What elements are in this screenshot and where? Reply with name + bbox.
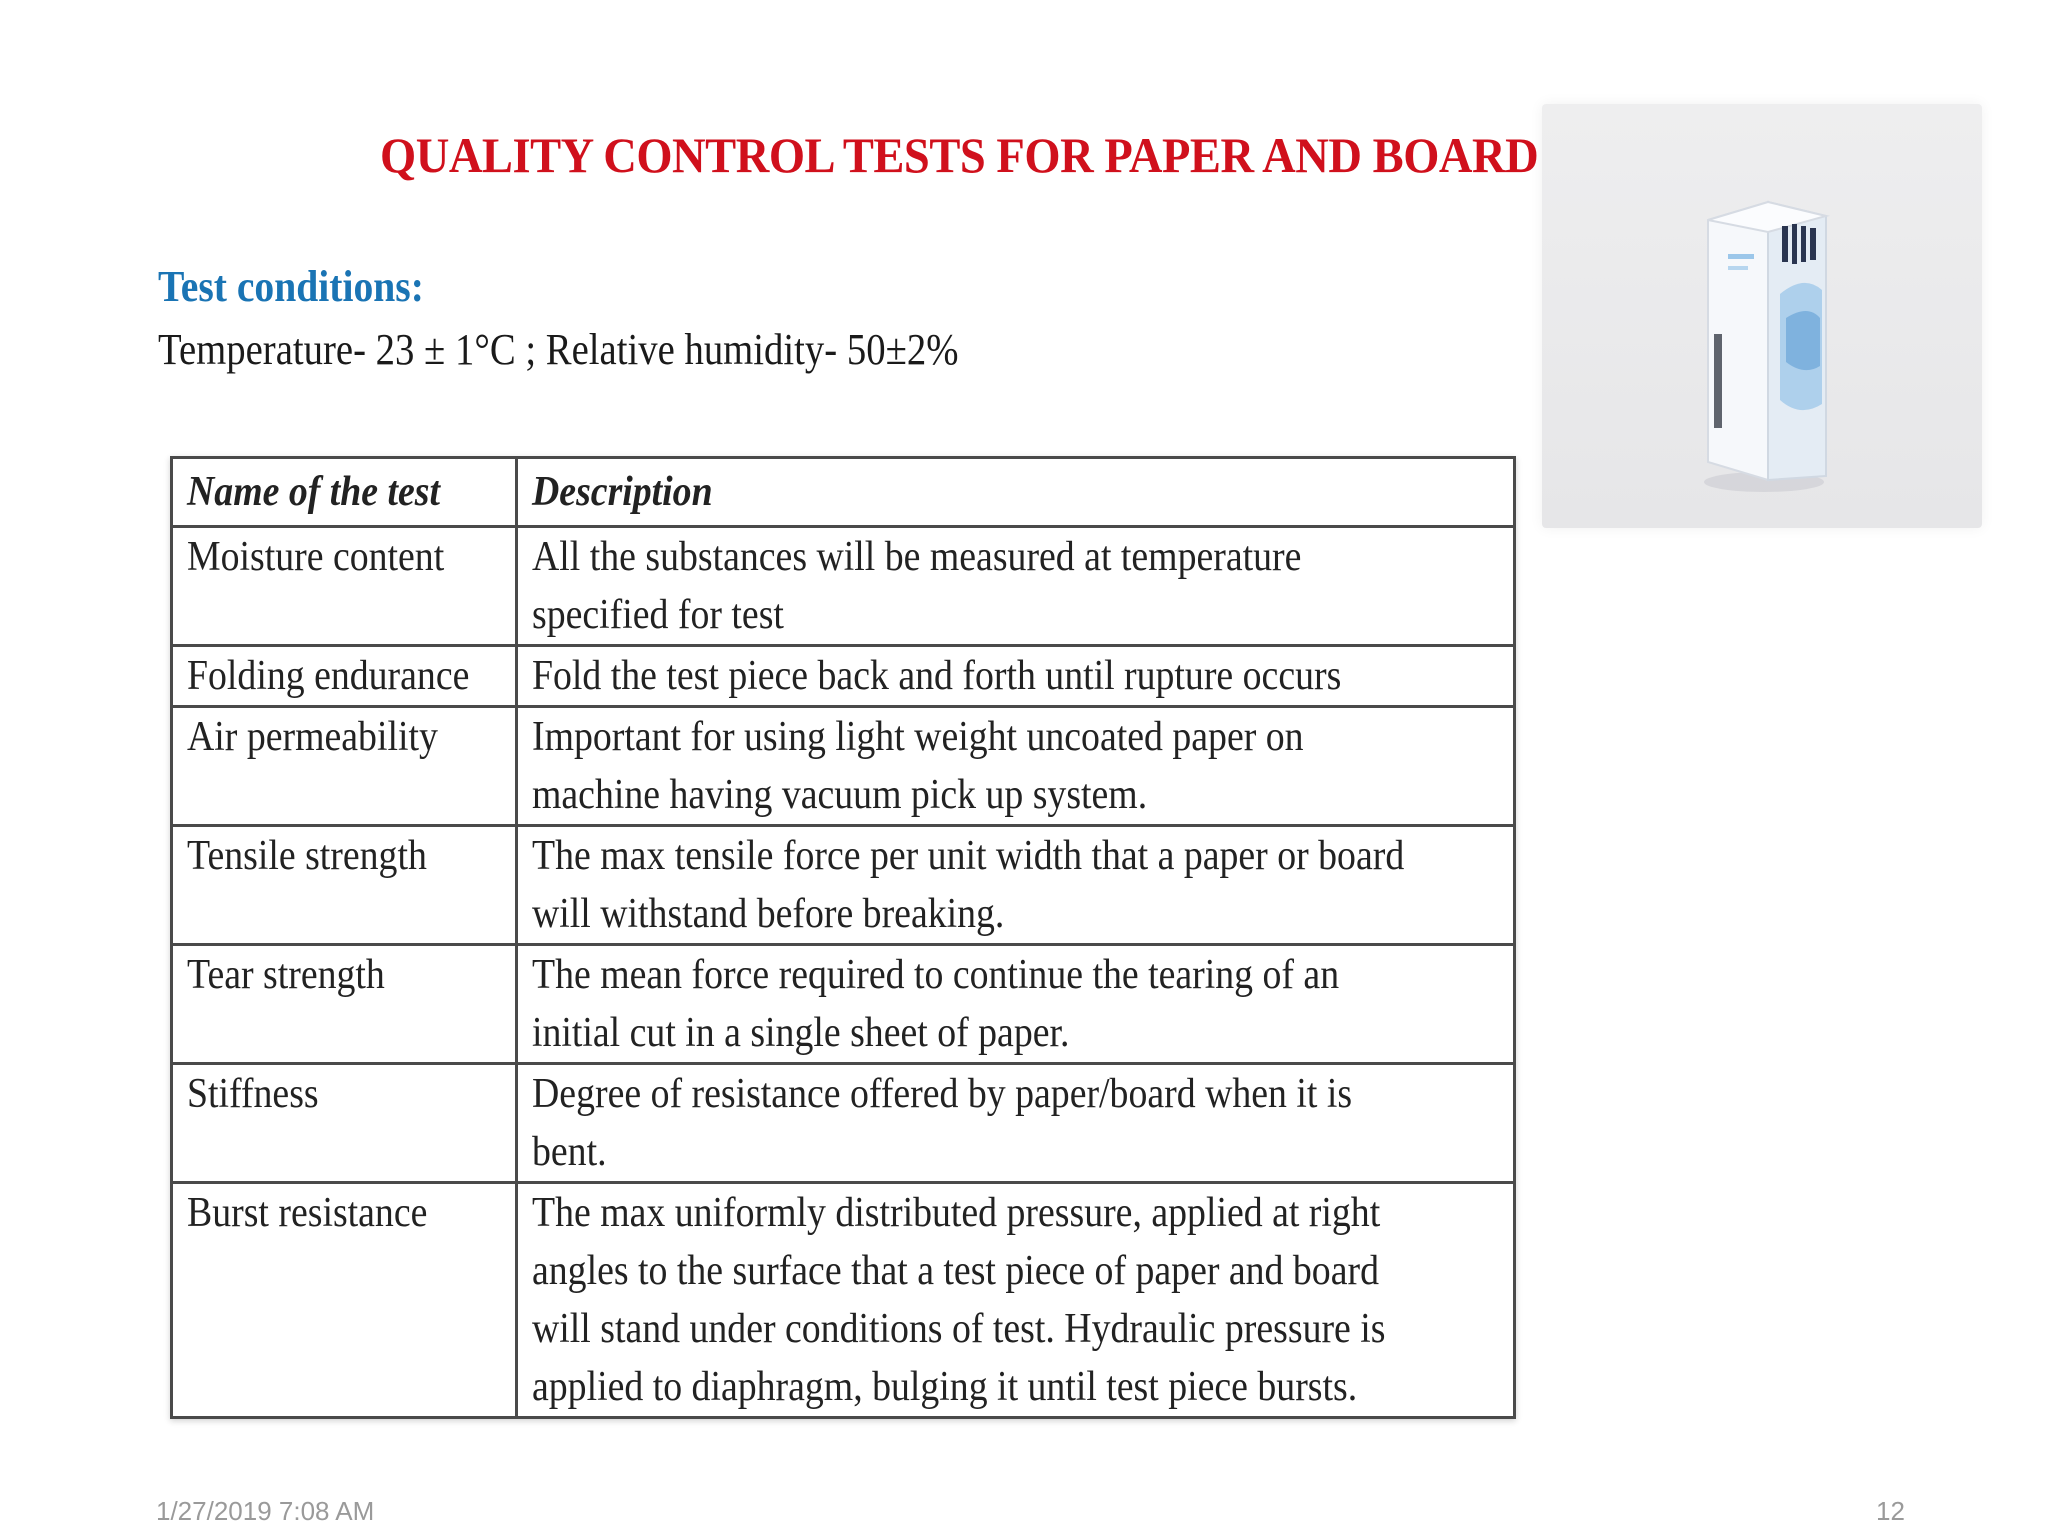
table-row xyxy=(172,1064,1515,1183)
test-conditions-heading: Test conditions: xyxy=(158,262,424,311)
test-name-cell: Tensile strength xyxy=(172,826,517,945)
slide-number: 12 xyxy=(1876,1496,1905,1526)
test-name-cell: Air permeability xyxy=(172,707,517,826)
test-description-cell: Fold the test piece back and forth until rupture occurs xyxy=(516,646,1514,707)
test-description-cell: The max tensile force per unit width that a paper or board will withstand before breaking. xyxy=(516,826,1514,945)
product-box-icon xyxy=(1542,104,1982,528)
test-name-cell: Burst resistance xyxy=(172,1183,517,1418)
quality-tests-table xyxy=(170,456,1516,1419)
test-description-cell: Important for using light weight uncoated paper on machine having vacuum pick up system. xyxy=(516,707,1514,826)
slide-title: QUALITY CONTROL TESTS FOR PAPER AND BOARD xyxy=(380,127,1539,183)
table-row xyxy=(172,945,1515,1064)
header-name-of-test: Name of the test xyxy=(172,458,517,527)
table-row xyxy=(172,707,1515,826)
test-description-cell: Degree of resistance offered by paper/board when it is bent. xyxy=(516,1064,1514,1183)
table-header-row xyxy=(172,458,1515,527)
test-description-cell: All the substances will be measured at temperature specified for test xyxy=(516,527,1514,646)
product-box-photo xyxy=(1542,104,1982,528)
test-description-cell: The max uniformly distributed pressure, applied at right angles to the surface that a test piece of paper and board will stand under conditions of test. Hydraulic pressure is applied to diaphragm, bulging it until test piece bursts. xyxy=(516,1183,1514,1418)
test-name-cell: Folding endurance xyxy=(172,646,517,707)
test-description-cell: The mean force required to continue the tearing of an initial cut in a single sheet of paper. xyxy=(516,945,1514,1064)
table-row xyxy=(172,826,1515,945)
header-description: Description xyxy=(516,458,1514,527)
test-conditions-text: Temperature- 23 ± 1°C ; Relative humidity- 50±2% xyxy=(158,325,959,374)
table-row xyxy=(172,646,1515,707)
test-name-cell: Stiffness xyxy=(172,1064,517,1183)
table-row xyxy=(172,1183,1515,1418)
table-row xyxy=(172,527,1515,646)
test-name-cell: Tear strength xyxy=(172,945,517,1064)
test-name-cell: Moisture content xyxy=(172,527,517,646)
footer-date: 1/27/2019 7:08 AM xyxy=(156,1496,375,1526)
